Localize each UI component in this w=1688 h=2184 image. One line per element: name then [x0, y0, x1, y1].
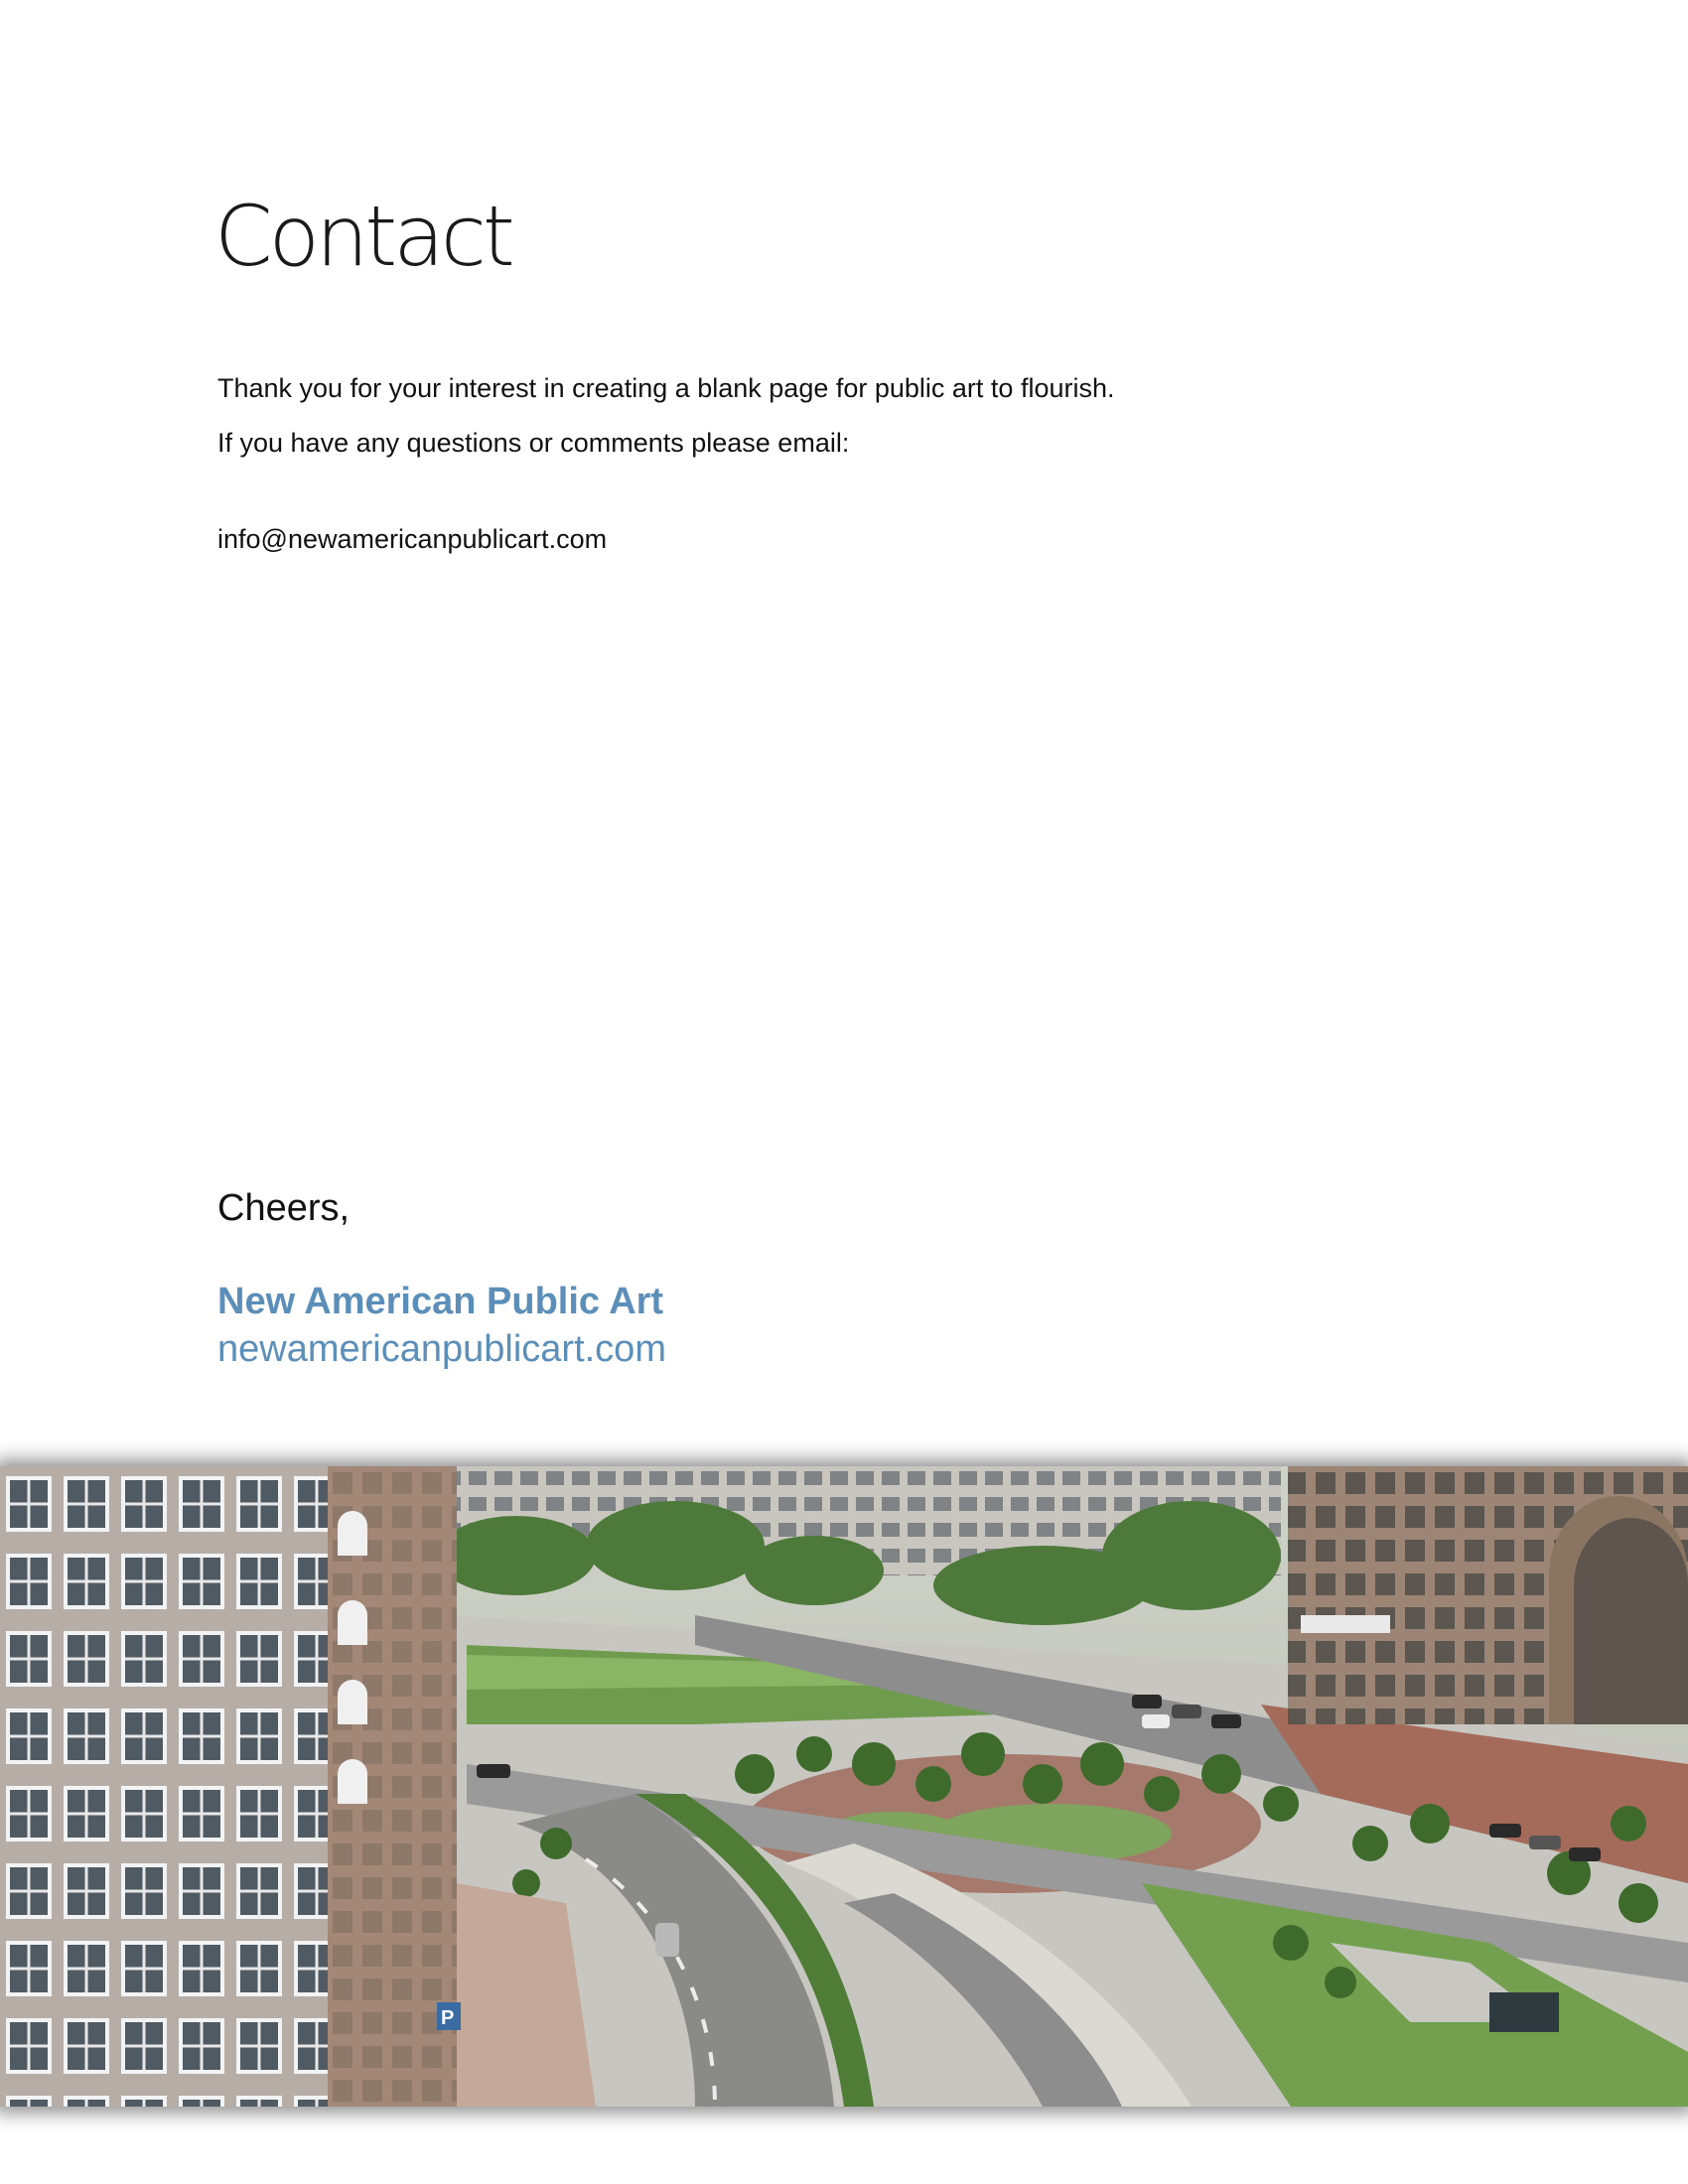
aerial-city-park-photo	[0, 1466, 1688, 2107]
organization-url-link[interactable]: newamericanpublicart.com	[217, 1328, 666, 1370]
organization-name: New American Public Art	[217, 1281, 664, 1322]
closing-text: Cheers,	[217, 1187, 351, 1229]
intro-text	[217, 361, 1115, 471]
page-title: Contact	[214, 188, 511, 285]
intro-line-1: Thank you for your interest in creating a blank page for public art to flourish.	[217, 373, 1115, 403]
intro-line-2: If you have any questions or comments please email:	[217, 428, 850, 458]
email-link[interactable]: info@newamericanpublicart.com	[217, 524, 608, 554]
svg-text:P: P	[441, 2007, 455, 2029]
